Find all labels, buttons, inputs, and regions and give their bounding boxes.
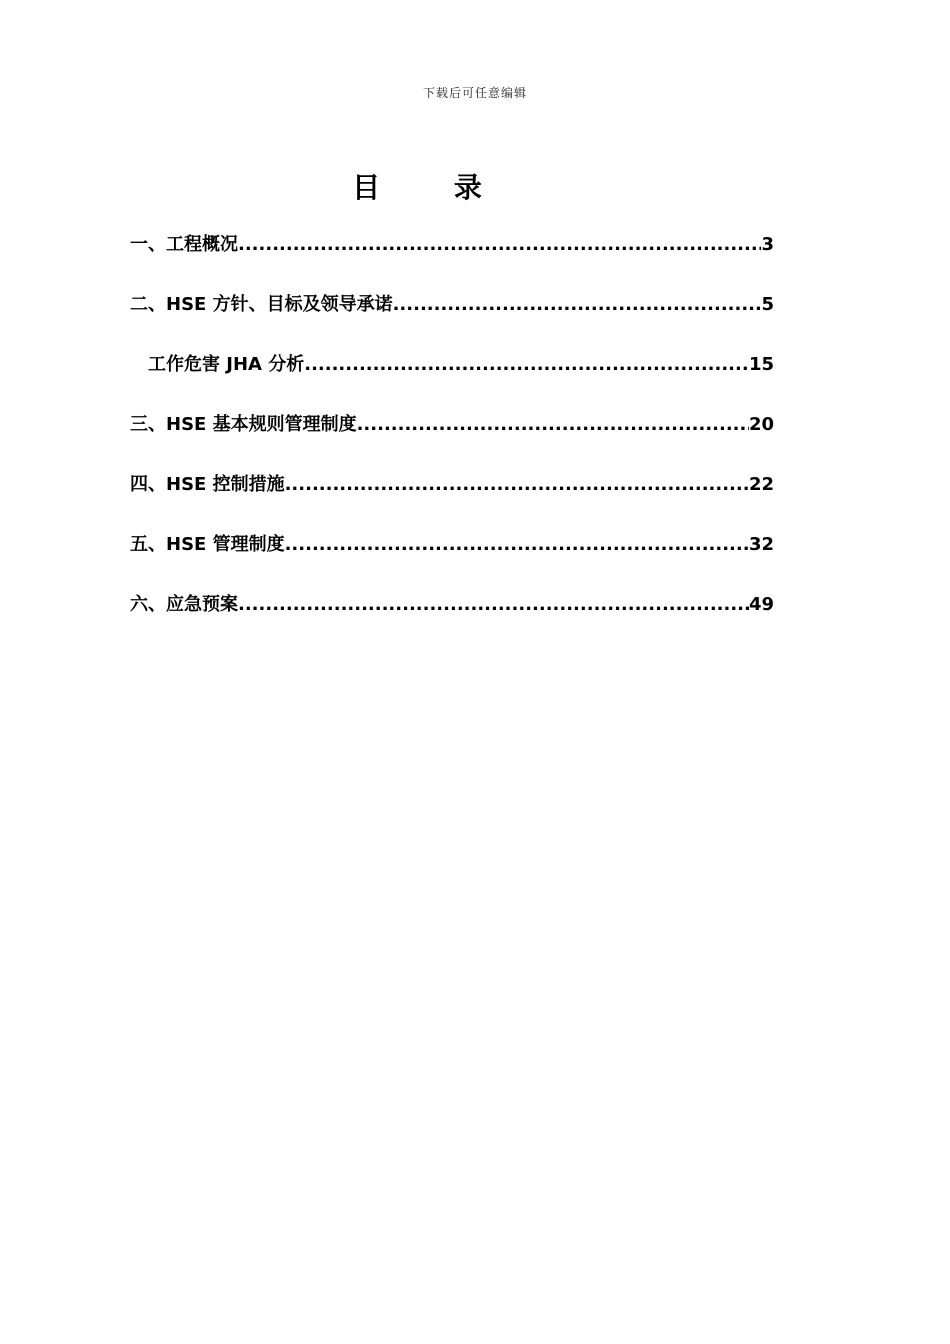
toc-entry-label: 三、HSE 基本规则管理制度 — [130, 414, 357, 435]
toc-entry-label: 工作危害 JHA 分析 — [148, 354, 305, 375]
toc-entry-label: 二、HSE 方针、目标及领导承诺 — [130, 294, 393, 315]
table-of-contents — [130, 230, 774, 650]
toc-dot-leader — [285, 530, 749, 560]
toc-entry-label: 四、HSE 控制措施 — [130, 474, 285, 495]
toc-entry-page: 15 — [748, 354, 774, 375]
toc-entry-page: 22 — [748, 474, 774, 495]
toc-entry-label: 一、工程概况 — [130, 234, 238, 255]
toc-entry-page: 5 — [761, 294, 774, 315]
toc-entry-label: 六、应急预案 — [130, 594, 238, 615]
toc-dot-leader — [357, 410, 749, 440]
toc-entry[interactable] — [130, 410, 774, 470]
toc-entry[interactable] — [130, 290, 774, 350]
page-header-note: 下载后可任意编辑 — [422, 86, 527, 100]
toc-dot-leader — [393, 290, 762, 320]
toc-entry-page: 32 — [748, 534, 774, 555]
toc-dot-leader — [238, 590, 749, 620]
toc-dot-leader — [238, 230, 761, 260]
toc-entry-page: 3 — [761, 234, 774, 255]
toc-entry[interactable] — [130, 470, 774, 530]
toc-dot-leader — [304, 350, 749, 380]
toc-entry-label: 五、HSE 管理制度 — [130, 534, 285, 555]
toc-title: 目 录 — [352, 171, 514, 204]
toc-entry-page: 20 — [748, 414, 774, 435]
toc-entry[interactable] — [130, 590, 774, 650]
toc-entry-page: 49 — [748, 594, 774, 615]
toc-entry[interactable] — [130, 530, 774, 590]
toc-subentry[interactable] — [130, 350, 774, 410]
toc-dot-leader — [285, 470, 749, 500]
toc-entry[interactable] — [130, 230, 774, 290]
